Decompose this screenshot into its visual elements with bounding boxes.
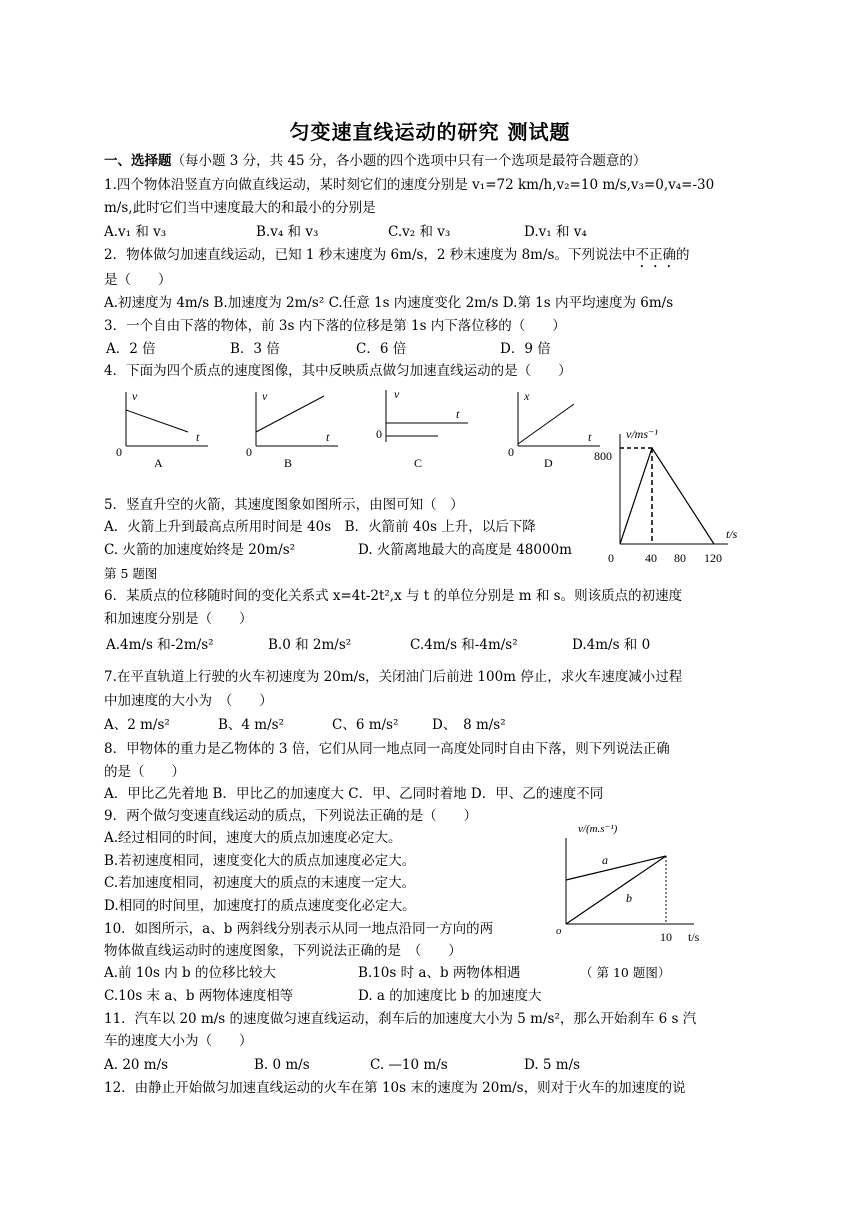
q8-line1: 8．甲物体的重力是乙物体的 3 倍，它们从同一地点同一高度处同时自由下落，则下列说法正确 xyxy=(104,741,670,757)
q2-emphasis: 不正确 xyxy=(635,247,676,263)
q1-option-d: D.v₁ 和 v₄ xyxy=(524,224,587,240)
y-axis-label: v xyxy=(262,389,268,403)
q5-line1: 5．竖直升空的火箭，其速度图象如图所示，由图可知（ ） xyxy=(104,497,464,513)
q3-option-b: B．3 倍 xyxy=(230,341,280,357)
origin-label: 0 xyxy=(116,445,122,459)
q10-caption: （ 第 10 题图） xyxy=(580,965,671,980)
origin-label: 0 xyxy=(376,427,382,441)
q4-graph-a xyxy=(112,386,212,472)
graph-label: B xyxy=(284,456,293,470)
q9-option-a: A.经过相同的时间，速度大的质点加速度必定大。 xyxy=(104,830,402,846)
q6-line2: 和加速度分别是（ ） xyxy=(104,611,253,627)
x-tick-80: 80 xyxy=(674,551,686,565)
q9-option-b: B.若初速度相同，速度变化大的质点加速度必定大。 xyxy=(104,853,416,869)
q6-option-c: C.4m/s 和-4m/s² xyxy=(410,637,518,653)
x-axis-label: t xyxy=(326,430,330,444)
y-axis-label: v/(m.s⁻¹) xyxy=(578,823,618,835)
y-axis-label: x xyxy=(524,389,530,403)
x-tick-10: 10 xyxy=(660,930,672,944)
line-b xyxy=(566,856,666,924)
origin-label: o xyxy=(556,925,562,937)
q11-option-b: B. 0 m/s xyxy=(254,1057,310,1073)
q2-options: A.初速度为 4m/s B.加速度为 2m/s² C.任意 1s 内速度变化 2m/s D.第 1s 内平均速度为 6m/s xyxy=(104,295,674,311)
q10-graph xyxy=(548,816,718,948)
q11-line2: 车的速度大小为（ ） xyxy=(104,1033,253,1049)
graph-line xyxy=(518,404,574,444)
q7-option-c: C、6 m/s² xyxy=(332,717,399,733)
origin-label: 0 xyxy=(246,445,252,459)
q5-line2: A．火箭上升到最高点所用时间是 40s B．火箭前 40s 上升，以后下降 xyxy=(104,519,536,535)
q7-line2: 中加速度的大小为 （ ） xyxy=(104,693,273,709)
q3-line1: 3．一个自由下落的物体，前 3s 内下落的位移是第 1s 内下落位移的（ ） xyxy=(104,318,566,334)
q8-options: A．甲比乙先着地 B．甲比乙的加速度大 C．甲、乙同时着地 D．甲、乙的速度不同 xyxy=(104,786,604,802)
q6-option-b: B.0 和 2m/s² xyxy=(268,637,352,653)
q6-option-d: D.4m/s 和 0 xyxy=(572,637,651,653)
q4-graph-d xyxy=(504,386,604,472)
q10-line1: 10．如图所示，a、b 两斜线分别表示从同一地点沿同一方向的两 xyxy=(104,921,494,937)
q1-option-b: B.v₄ 和 v₃ xyxy=(256,224,319,240)
q1-line2: m/s,此时它们当中速度最大的和最小的分别是 xyxy=(104,200,376,216)
q5-rocket-graph xyxy=(592,420,752,570)
q10-option-a: A.前 10s 内 b 的位移比较大 xyxy=(104,965,276,981)
q9-line1: 9．两个做匀变速直线运动的质点，下列说法正确的是（ ） xyxy=(104,808,478,824)
q10-option-c: C.10s 末 a、b 两物体速度相等 xyxy=(104,988,294,1004)
x-axis-label: t/s xyxy=(726,527,738,541)
q2-text-a: 2．物体做匀加速直线运动，已知 1 秒末速度为 6m/s，2 秒末速度为 8m/s。下列说法中 xyxy=(104,247,636,263)
velocity-line xyxy=(620,448,714,544)
q7-option-d: D、 8 m/s² xyxy=(432,717,506,733)
q3-option-a: A．2 倍 xyxy=(106,341,156,357)
q10-line2: 物体做直线运动时的速度图象，下列说法正确的是 （ ） xyxy=(104,943,462,959)
line-a-label: a xyxy=(602,853,608,867)
x-tick-40: 40 xyxy=(645,551,657,565)
x-tick-0: 0 xyxy=(608,551,614,565)
q10-option-d: D. a 的加速度比 b 的加速度大 xyxy=(358,988,542,1004)
q9-option-d: D.相同的时间里，加速度打的质点速度变化必定大。 xyxy=(104,898,416,914)
q11-option-c: C. —10 m/s xyxy=(370,1057,448,1073)
q1-option-a: A.v₁ 和 v₃ xyxy=(104,224,167,240)
y-axis-label: v xyxy=(132,389,138,403)
q2-text-c: 的 xyxy=(675,247,690,263)
graph-line xyxy=(126,410,188,432)
origin-label: 0 xyxy=(508,445,514,459)
x-axis-label: t/s xyxy=(688,930,700,944)
q7-line1: 7.在平直轨道上行驶的火车初速度为 20m/s，关闭油门后前进 100m 停止，求火车速度减小过程 xyxy=(104,669,683,685)
x-axis-label: t xyxy=(456,407,460,421)
q5-caption: 第 5 题图 xyxy=(104,566,158,581)
y-axis-label: v/ms⁻¹ xyxy=(626,427,658,441)
q5-option-c: C. 火箭的加速度始终是 20m/s² xyxy=(104,542,296,558)
q8-line2: 的是（ ） xyxy=(104,764,185,780)
q2-line1 xyxy=(104,246,689,271)
q11-option-d: D. 5 m/s xyxy=(524,1057,581,1073)
graph-label: A xyxy=(154,456,163,470)
q6-option-a: A.4m/s 和-2m/s² xyxy=(106,637,214,653)
q4-graph-c xyxy=(372,386,472,472)
x-axis-label: t xyxy=(588,430,592,444)
q7-option-a: A、2 m/s² xyxy=(104,717,170,733)
q1-option-c: C.v₂ 和 v₃ xyxy=(388,224,451,240)
q7-option-b: B、4 m/s² xyxy=(218,717,284,733)
q4-line1: 4．下面为四个质点的速度图像，其中反映质点做匀加速直线运动的是（ ） xyxy=(104,363,572,379)
q3-option-c: C．6 倍 xyxy=(356,341,407,357)
q6-line1: 6．某质点的位移随时间的变化关系式 x=4t-2t²,x 与 t 的单位分别是 m 和 s。则该质点的初速度 xyxy=(104,588,683,604)
page-title: 匀变速直线运动的研究 测试题 xyxy=(289,120,571,144)
q9-option-c: C.若加速度相同，初速度大的质点的末速度一定大。 xyxy=(104,875,416,891)
x-axis-label: t xyxy=(196,430,200,444)
graph-label: D xyxy=(544,456,553,470)
line-a xyxy=(566,856,666,880)
section-note: （每小题 3 分，共 45 分，各小题的四个选项中只有一个选项是最符合题意的） xyxy=(171,153,647,169)
section-header xyxy=(104,152,646,170)
y-axis-label: v xyxy=(394,387,400,401)
section-title: 一、选择题 xyxy=(104,153,172,169)
q4-graph-b xyxy=(242,386,342,472)
q2-line2: 是（ ） xyxy=(104,272,172,288)
q10-option-b: B.10s 时 a、b 两物体相遇 xyxy=(358,965,521,981)
q3-option-d: D．9 倍 xyxy=(500,341,551,357)
graph-label: C xyxy=(414,456,423,470)
y-tick-800: 800 xyxy=(594,449,612,463)
q1-line1: 1.四个物体沿竖直方向做直线运动，某时刻它们的速度分别是 v₁=72 km/h,v₂=10 m/s,v₃=0,v₄=-30 xyxy=(104,177,715,193)
line-b-label: b xyxy=(626,891,632,905)
q11-line1: 11．汽车以 20 m/s 的速度做匀速直线运动，刹车后的加速度大小为 5 m/s²，那么开始刹车 6 s 汽 xyxy=(104,1011,697,1027)
x-tick-120: 120 xyxy=(704,551,722,565)
q5-option-d: D. 火箭离地最大的高度是 48000m xyxy=(358,542,572,558)
q12-line1: 12．由静止开始做匀加速直线运动的火车在第 10s 末的速度为 20m/s，则对于火车的加速度的说 xyxy=(104,1080,686,1096)
q11-option-a: A. 20 m/s xyxy=(104,1057,169,1073)
